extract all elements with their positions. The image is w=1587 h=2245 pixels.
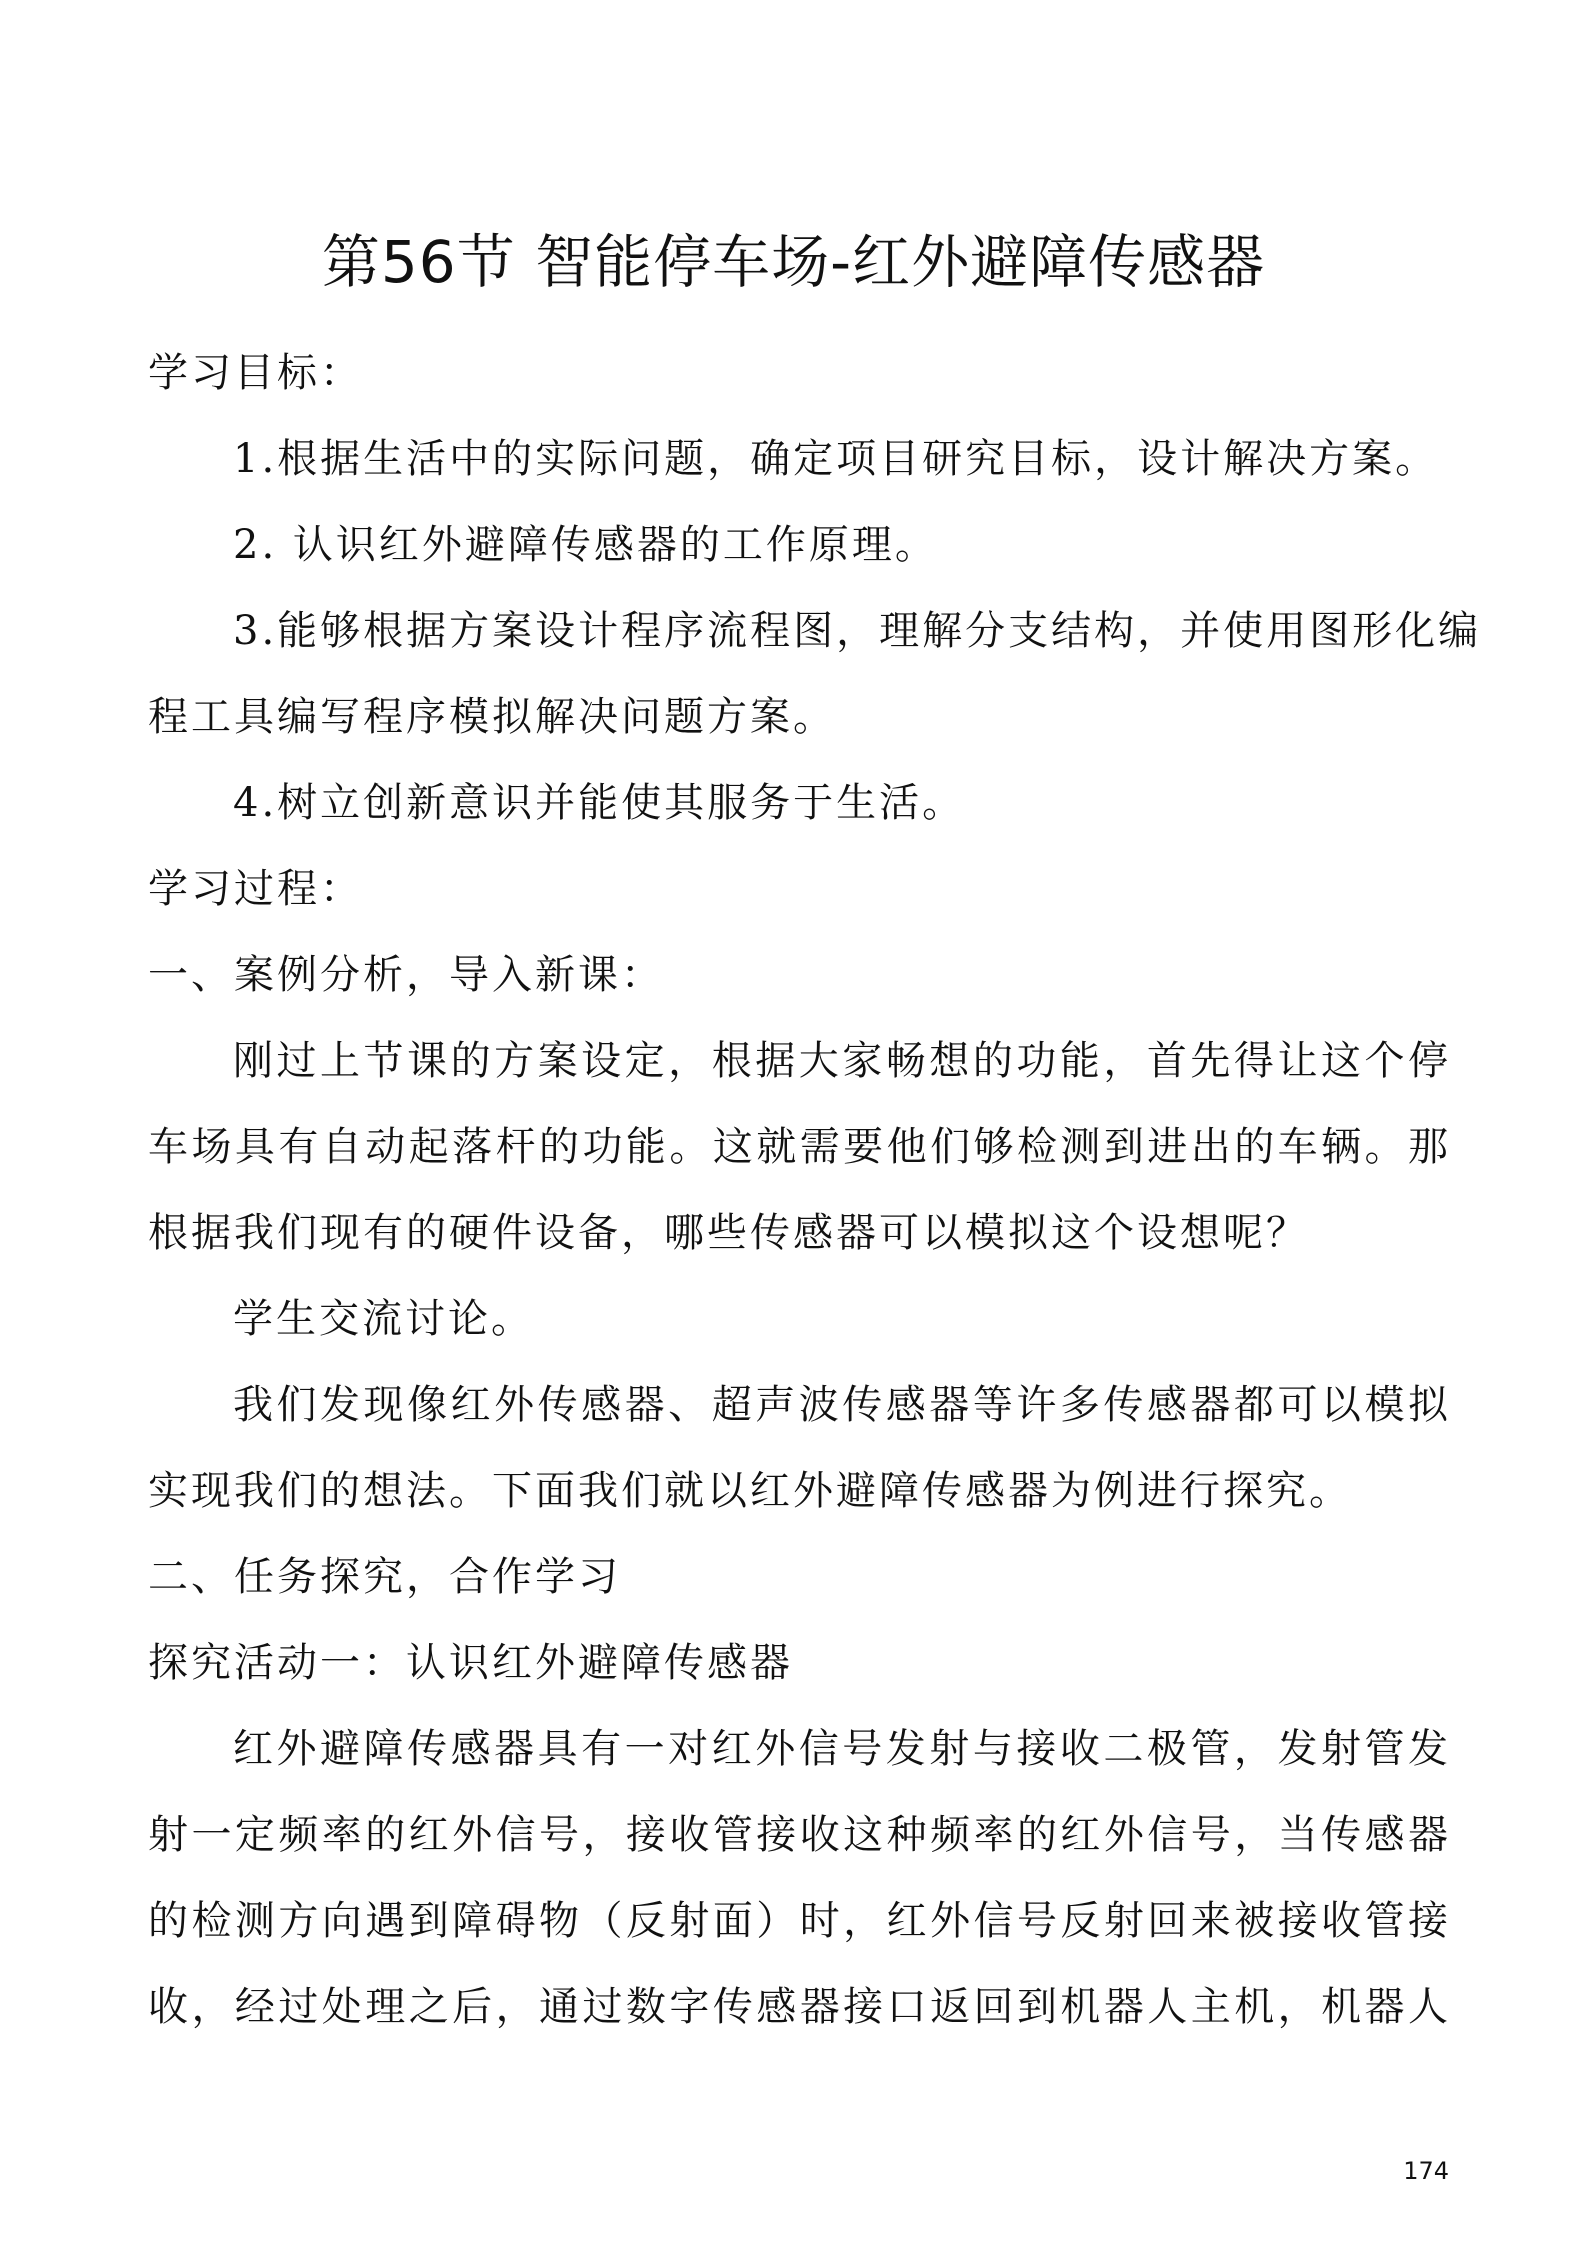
goal-item-4: 4.树立创新意识并能使其服务于生活。	[233, 780, 966, 826]
activity1-heading: 探究活动一：认识红外避障传感器	[148, 1640, 793, 1686]
goal-item-2: 2. 认识红外避障传感器的工作原理。	[233, 522, 938, 568]
page-title: 第56节 智能停车场-红外避障传感器	[321, 228, 1266, 296]
goal-item-3: 3.能够根据方案设计程序流程图，理解分支结构，并使用图形化编	[233, 608, 1482, 654]
paragraph-line: 我们发现像红外传感器、超声波传感器等许多传感器都可以模拟	[233, 1382, 1451, 1428]
page-number: 174	[1403, 2157, 1449, 2185]
paragraph-line: 的检测方向遇到障碍物（反射面）时，红外信号反射回来被接收管接	[148, 1898, 1451, 1944]
section2-heading: 二、任务探究，合作学习	[148, 1554, 621, 1600]
paragraph-line: 刚过上节课的方案设定，根据大家畅想的功能，首先得让这个停	[233, 1038, 1451, 1084]
paragraph-line: 实现我们的想法。下面我们就以红外避障传感器为例进行探究。	[148, 1468, 1352, 1514]
goal-item-1: 1.根据生活中的实际问题，确定项目研究目标，设计解决方案。	[233, 436, 1439, 482]
paragraph-line: 学生交流讨论。	[233, 1296, 534, 1342]
paragraph-line: 红外避障传感器具有一对红外信号发射与接收二极管，发射管发	[233, 1726, 1451, 1772]
paragraph-line: 收，经过处理之后，通过数字传感器接口返回到机器人主机，机器人	[148, 1984, 1451, 2030]
paragraph-line: 射一定频率的红外信号，接收管接收这种频率的红外信号，当传感器	[148, 1812, 1451, 1858]
goal-item-3-continued: 程工具编写程序模拟解决问题方案。	[148, 694, 836, 740]
section1-heading: 一、案例分析，导入新课：	[148, 952, 664, 998]
goals-heading: 学习目标：	[148, 350, 363, 396]
paragraph-line: 车场具有自动起落杆的功能。这就需要他们够检测到进出的车辆。那	[148, 1124, 1451, 1170]
process-heading: 学习过程：	[148, 866, 363, 912]
paragraph-line: 根据我们现有的硬件设备，哪些传感器可以模拟这个设想呢？	[148, 1210, 1309, 1256]
